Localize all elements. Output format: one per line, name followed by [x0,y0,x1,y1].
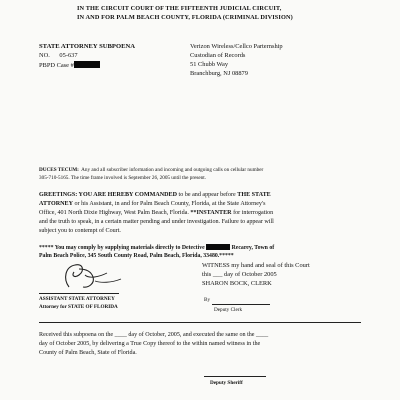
deputy-sheriff-label: Deputy Sheriff [210,380,243,386]
recipient-line-1: Verizon Wireless/Cellco Parternship [190,43,283,50]
witness-line-3: SHARON BOCK, CLERK [202,280,272,287]
sheriff-signature-line [204,376,266,377]
deputy-clerk-label: Deputy Clerk [214,307,243,313]
subpoena-number-value: 05-637 [59,52,78,59]
recipient-line-2: Custodian of Records [190,52,246,59]
comply-line-2: Palm Beach Police, 345 South County Road, Palm Beach, Florida, 33480.***** [39,253,234,259]
duces-tecum-line-2: 305-710-5165. The time frame involved is September 26, 2005 until the present. [39,175,207,181]
witness-line-2: this ___ day of October 2005 [202,271,277,278]
witness-by-label: By [204,297,211,303]
greetings-text-2: or his Assistant, in and for Palm Beach County, Florida, at the State Attorney's [72,201,266,207]
subpoena-number [39,52,78,59]
greetings-line-1 [39,192,271,198]
greetings-line-5: subject you to contempt of Court. [39,228,121,234]
duces-tecum-text-1: Any and all subscriber information and incoming and outgoing calls on cellular number [81,167,264,173]
greetings-line-2 [39,201,265,207]
recipient-line-3: 51 Chubb Way [190,61,229,68]
redaction-box [74,61,100,68]
clerk-signature-line [212,304,270,305]
signature-scribble-icon [55,257,135,293]
comply-line-1 [39,244,274,251]
received-line-3: County of Palm Beach, State of Florida. [39,350,137,356]
greetings-text-3: Office, 401 North Dixie Highway, West Palm Beach, Florida. [39,210,191,216]
redaction-box [206,244,230,250]
greetings-text-3b: for interrogation [231,210,274,216]
greetings-command: GREETINGS: YOU ARE HEREBY COMMANDED [39,192,178,198]
subpoena-title: STATE ATTORNEY SUBPOENA [39,43,135,50]
attorney-signature-line [39,293,119,294]
greetings-line-4: and the truth to speak, in a certain matter pending and under investigation. Failure to appear will [39,219,274,225]
assistant-attorney-line-2: Attorney for STATE OF FLORIDA [39,304,118,310]
pbpd-case-label: PBPD Case # [39,62,74,69]
subpoena-number-label: NO. [39,52,50,59]
greetings-attorney: ATTORNEY [39,201,73,207]
court-header-line-1: IN THE CIRCUIT COURT OF THE FIFTEENTH JUDICIAL CIRCUIT, [77,5,282,12]
recipient-line-4: Branchburg, NJ 08879 [190,70,248,77]
received-line-2: day of October 2005, by delivering a True Copy thereof to the within named witness in the [39,341,261,347]
assistant-attorney-line-1: ASSISTANT STATE ATTORNEY [39,296,115,302]
greetings-state: THE STATE [237,192,271,198]
comply-text-a: ***** You may comply by supplying materials directly to Detective [39,245,207,251]
return-separator [39,322,361,323]
duces-tecum-line-1 [39,167,263,173]
greetings-instanter: **INSTANTER [190,210,232,216]
received-line-1: Received this subpoena on the ____ day of October, 2005, and executed the same on the ____ [39,332,269,338]
pbpd-case [39,61,100,69]
greetings-text-1: to be and appear before [177,192,238,198]
duces-tecum-label: DUCES TECUM: [39,167,79,173]
witness-line-1: WITNESS my hand and seal of this Court [202,262,310,269]
court-header-line-2: IN AND FOR PALM BEACH COUNTY, FLORIDA (CRIMINAL DIVISION) [77,14,293,21]
greetings-line-3 [39,210,273,216]
comply-text-b: Recarey, Town of [230,245,275,251]
